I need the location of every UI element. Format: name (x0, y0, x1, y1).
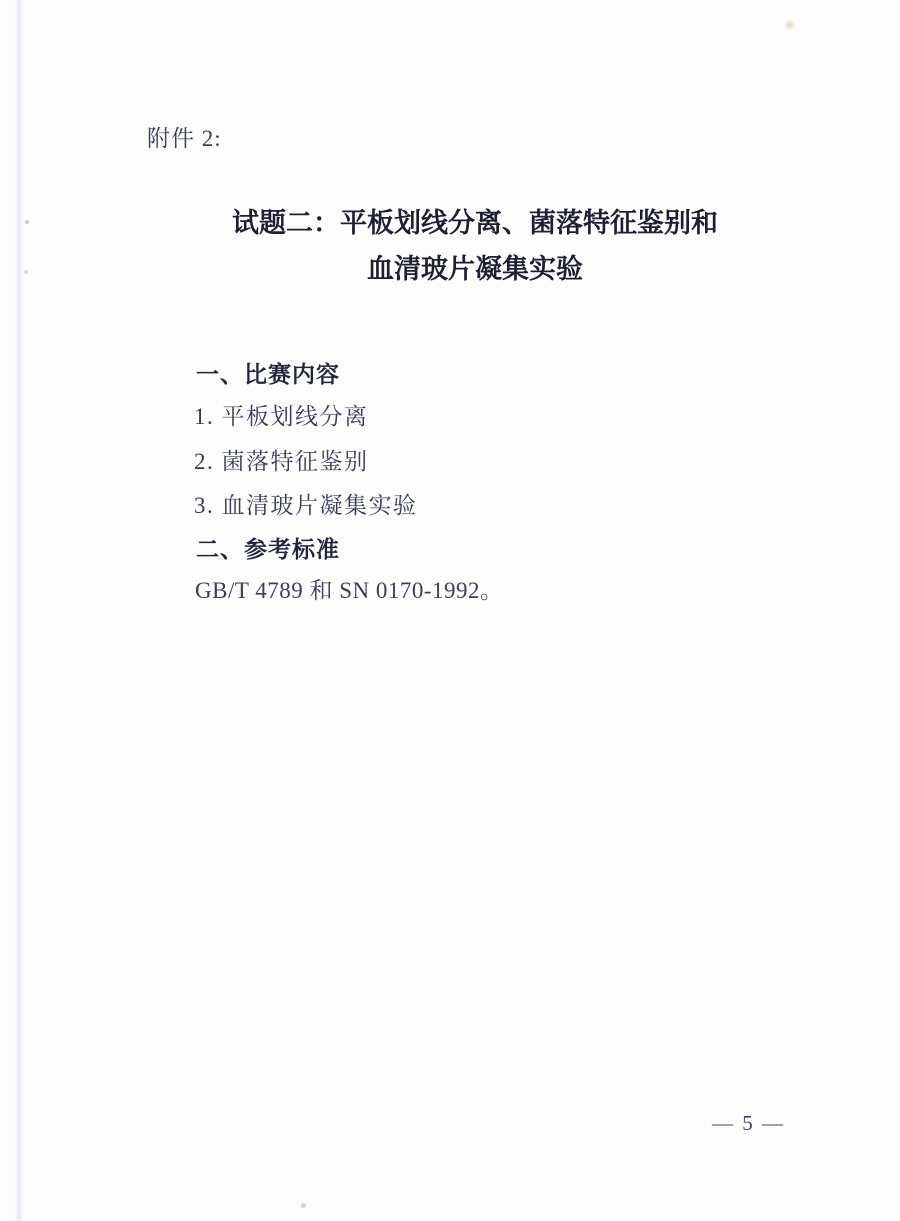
dust-speck (24, 270, 28, 274)
dust-speck (301, 1203, 306, 1208)
reference-standards-value: GB/T 4789 和 SN 0170-1992。 (195, 578, 504, 603)
attachment-label: 附件 2: (147, 126, 222, 151)
dust-speck (784, 18, 795, 32)
competition-item-2: 2. 菌落特征鉴别 (194, 449, 369, 474)
document-title-line-2: 血清玻片凝集实验 (367, 254, 583, 284)
section-heading-competition-content: 一、比赛内容 (196, 361, 340, 387)
document-title-line-1: 试题二：平板划线分离、菌落特征鉴别和 (232, 208, 718, 238)
dust-speck (25, 220, 29, 224)
page-number: — 5 — (712, 1111, 785, 1135)
competition-item-1: 1. 平板划线分离 (194, 404, 369, 429)
document-title (125, 200, 825, 292)
left-scan-edge-artifact (15, 0, 24, 1221)
competition-item-3: 3. 血清玻片凝集实验 (194, 493, 418, 518)
section-heading-reference-standards: 二、参考标准 (196, 536, 340, 562)
